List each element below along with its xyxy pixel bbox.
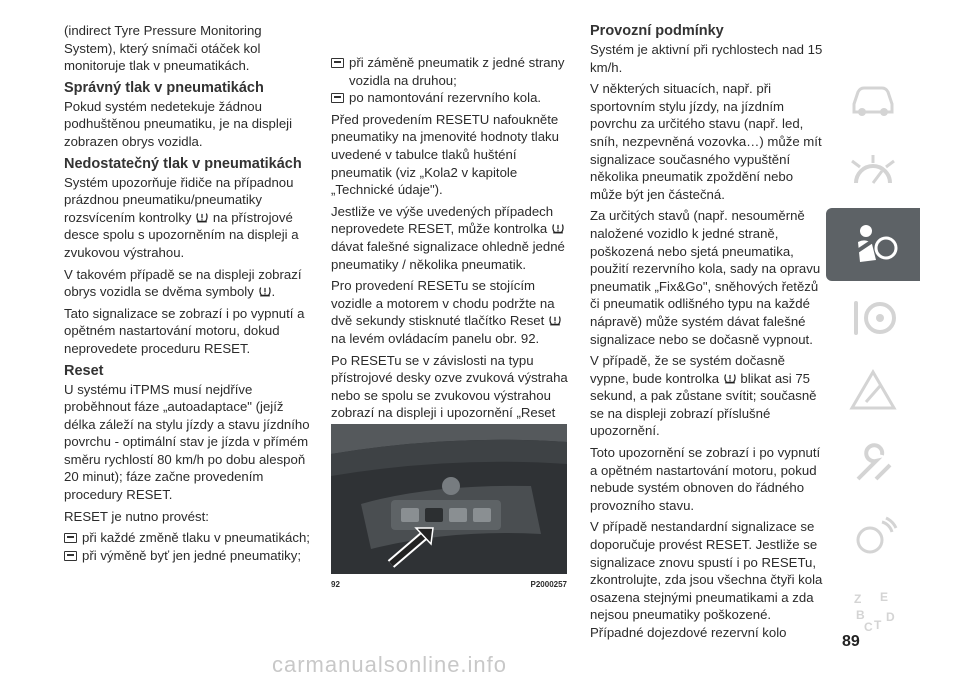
- paragraph-certain-states: Za určitých stavů (např. nesouměrně naložené vozidlo k jedné straně, poškozená nebo sjetá pneumatika, použití rezervního kola, sady na opravu pneumatik „Fix&Go", sněhových řetězů či pneumatik odlišného typu na každé nápravě) může systém dávat falešné signalizace nebo se dočasně vypnout.: [590, 208, 821, 347]
- list-item: [64, 529, 312, 547]
- heading-correct-pressure: Správný tlak v pneumatikách: [64, 79, 264, 96]
- list-item-text: při záměně pneumatik z jedné strany vozidla na druhou;: [349, 55, 565, 88]
- paragraph-warning: Toto upozornění se zobrazí i po vypnutí a opětném nastartování motoru, pokud nebude systém obnoven do řádného provozního stavu.: [590, 445, 821, 513]
- warning-road-icon: [846, 366, 900, 416]
- column-left: [64, 22, 312, 564]
- heading-insufficient-pressure: Nedostatečný tlak v pneumatikách: [64, 155, 302, 172]
- index-icon: [846, 585, 900, 635]
- steering-wheel-icon: [846, 293, 900, 343]
- paragraph-signal: Tato signalizace se zobrazí i po vypnutí a opětném nastartování motoru, dokud neprovedete proceduru RESET.: [64, 305, 305, 356]
- text-segment: dávat falešné signalizace ohledně jedné pneumatiky / několika pneumatik.: [331, 238, 565, 272]
- figure-caption: [331, 580, 567, 589]
- column-right: [590, 22, 826, 646]
- list-item-text: při každé změně tlaku v pneumatikách;: [82, 530, 310, 546]
- paragraph-before-reset: Před provedením RESETU nafoukněte pneumatiky na jmenovité hodnoty tlaku uvedené v tabulce tlaků hušténí pneumatik (viz „Kola2 v kapitole „Technické údaje").: [331, 111, 559, 198]
- paragraph-nonstandard: V případě nestandardní signalizace se doporučuje provést RESET. Jestliže se signalizace znovu spustí i po RESETu, zkontrolujte, zda jsou všechna čtyři kola osazena stejnými pneumatikami a zda nejsou pneumatiky poškozené. Případné dojezdové rezervní kolo: [590, 519, 823, 640]
- tab-safety[interactable]: [826, 208, 920, 281]
- index-letter: C: [864, 619, 873, 634]
- list-item-text: po namontování rezervního kola.: [349, 90, 542, 106]
- airbag-icon: [846, 220, 900, 270]
- text-segment: V takovém případě se na displeji zobrazí obrys vozidla se dvěma symboly: [64, 266, 302, 300]
- paragraph-active: Systém je aktivní při rychlostech nad 15 km/h.: [590, 42, 823, 75]
- paragraph-after-reset: Po RESETu se v závislosti na typu přístrojové desky ozve zvuková výstraha nebo se spolu se zvukovou výstrahou zobrazí na displeji i upozornění „Reset: [331, 352, 568, 421]
- tpms-warning-icon: [551, 221, 565, 235]
- paragraph-fail: [590, 352, 826, 440]
- text-segment: V případě, že se systém dočasně vypne, bude kontrolka: [590, 353, 785, 386]
- text-segment: na levém ovládacím panelu obr. 92.: [331, 330, 540, 346]
- tab-emergency[interactable]: [826, 354, 920, 427]
- bullet-icon: [64, 533, 77, 543]
- intro-paragraph: (indirect Tyre Pressure Monitoring System), který snímači otáček kol monitoruje tlak v pneumatikách.: [64, 23, 262, 74]
- tab-car[interactable]: [826, 62, 920, 135]
- chapter-sidebar: [826, 62, 920, 646]
- index-letter: Z: [854, 591, 862, 606]
- tab-maintenance[interactable]: [826, 427, 920, 500]
- paragraph-some-situations: V některých situacích, např. při sportovním stylu jízdy, na jízdním povrchu za určitého stavu (např. led, sníh, nezpevněná vozovka…) může mít signalizace současného vypuštění několika pneumatik zpoždění nebo může být jen částečná.: [590, 81, 822, 202]
- tpms-warning-icon: [195, 210, 209, 224]
- paragraph-case: [64, 266, 312, 301]
- figure-code: P2000257: [530, 580, 567, 589]
- text-segment: .: [271, 284, 276, 300]
- page-number: 89: [842, 633, 860, 650]
- paragraph-reset-when: RESET je nutno provést:: [64, 508, 209, 524]
- figure-number: 92: [331, 580, 340, 589]
- heading-operating-conditions: Provozní podmínky: [590, 23, 724, 39]
- dashboard-icon: [846, 147, 900, 197]
- tab-technical-data[interactable]: [826, 500, 920, 573]
- control-panel-illustration: [331, 424, 567, 574]
- index-letter: E: [880, 589, 889, 604]
- car-icon: [846, 74, 900, 124]
- figure-92-control-panel: [331, 424, 567, 574]
- tab-dashboard[interactable]: [826, 135, 920, 208]
- paragraph-correct-pressure: Pokud systém nedetekuje žádnou podhuštěnou pneumatiku, je na displeji zobrazen obrys vozidla.: [64, 98, 293, 149]
- data-icon: [846, 512, 900, 562]
- bullet-icon: [331, 93, 344, 103]
- paragraph-reset: U systému iTPMS musí nejdříve proběhnout fáze „autoadaptace" (jejíž délka záleží na stylu jízdy a stavu jízdního povrchu - optimální stav je jízda v přímém směru rychlostí 80 km/h po dobu alespoň 20 minut); fáze začne provedením procedury RESET.: [64, 381, 310, 503]
- list-item: [331, 89, 579, 107]
- wrench-icon: [846, 439, 900, 489]
- index-letter: D: [886, 609, 895, 624]
- heading-reset: Reset: [64, 362, 104, 379]
- list-item: [64, 547, 312, 565]
- list-item-text: při výměně byť jen jedné pneumatiky;: [82, 547, 301, 563]
- text-segment: Jestliže ve výše uvedených případech neprovedete RESET, může kontrolka: [331, 203, 554, 237]
- paragraph-procedure: [331, 277, 579, 347]
- paragraph-insufficient-pressure: [64, 174, 312, 262]
- bullet-icon: [331, 58, 344, 68]
- text-segment: Pro provedení RESETu se stojícím vozidle a motorem v chodu podržte na dvě sekundy stisknuté tlačítko Reset: [331, 278, 555, 329]
- tab-index[interactable]: [826, 573, 920, 646]
- text-segment: na přístrojové desce spolu s upozorněním na displeji a zvukovou výstrahou.: [64, 209, 299, 260]
- text-segment: Systém upozorňuje řidiče na případnou prázdnou pneumatiku/pneumatiky rozsvícením kontrolky: [64, 174, 294, 225]
- bullet-icon: [64, 551, 77, 561]
- reset-button-icon: [548, 313, 562, 327]
- tpms-warning-icon: [258, 284, 272, 298]
- text-segment: blikat asi 75 sekund, a pak zůstane svítit; současně se na displeji zobrazí příslušné upozornění.: [590, 370, 817, 439]
- index-letter: T: [874, 617, 882, 632]
- tpms-warning-icon: [723, 371, 737, 385]
- index-letter: B: [856, 607, 865, 622]
- watermark: carmanualsonline.info: [272, 652, 508, 677]
- tab-driving[interactable]: [826, 281, 920, 354]
- paragraph-if-no-reset: [331, 203, 579, 273]
- column-middle: [331, 54, 579, 461]
- list-item: [331, 54, 579, 89]
